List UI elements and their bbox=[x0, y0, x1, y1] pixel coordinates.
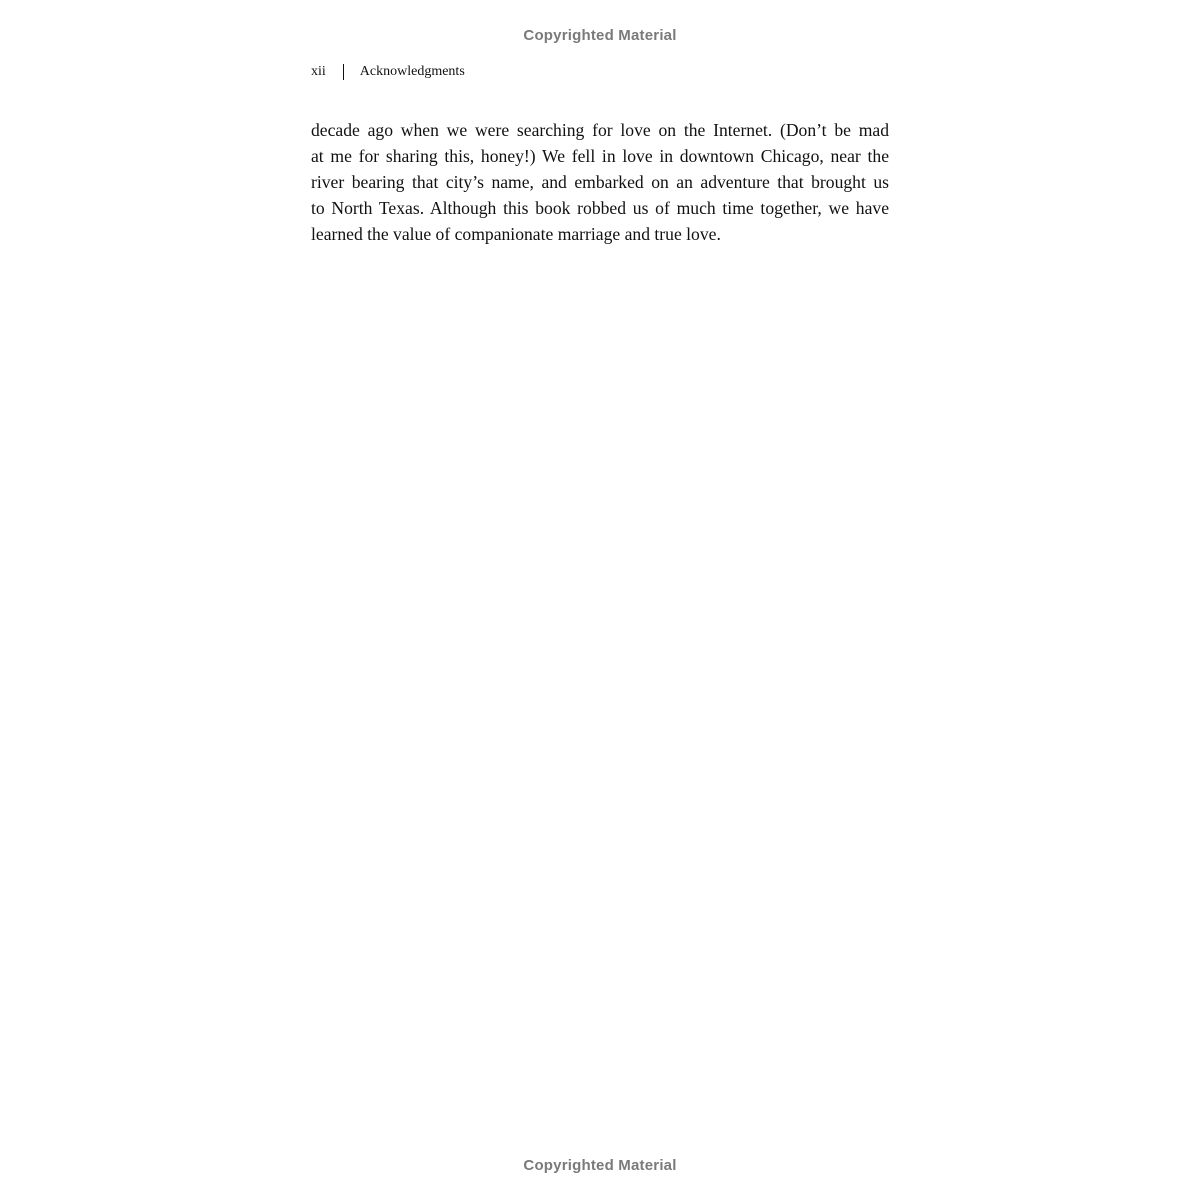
running-head bbox=[311, 64, 465, 80]
copyright-watermark-top: Copyrighted Material bbox=[523, 27, 677, 44]
header-separator bbox=[343, 64, 344, 80]
page-number: xii bbox=[311, 64, 326, 79]
copyright-watermark-bottom: Copyrighted Material bbox=[523, 1157, 677, 1174]
paragraph-line: learned the value of companionate marriage and true love. bbox=[311, 224, 721, 244]
paragraph-line: river bearing that city’s name, and embarked on an adventure that brought us bbox=[311, 172, 889, 192]
paragraph-line: at me for sharing this, honey!) We fell in love in downtown Chicago, near the bbox=[311, 146, 889, 166]
paragraph-line: decade ago when we were searching for love on the Internet. (Don’t be mad bbox=[311, 120, 889, 140]
body-paragraph bbox=[311, 117, 889, 247]
section-title: Acknowledgments bbox=[359, 64, 465, 79]
paragraph-line: to North Texas. Although this book robbed us of much time together, we have bbox=[311, 198, 889, 218]
